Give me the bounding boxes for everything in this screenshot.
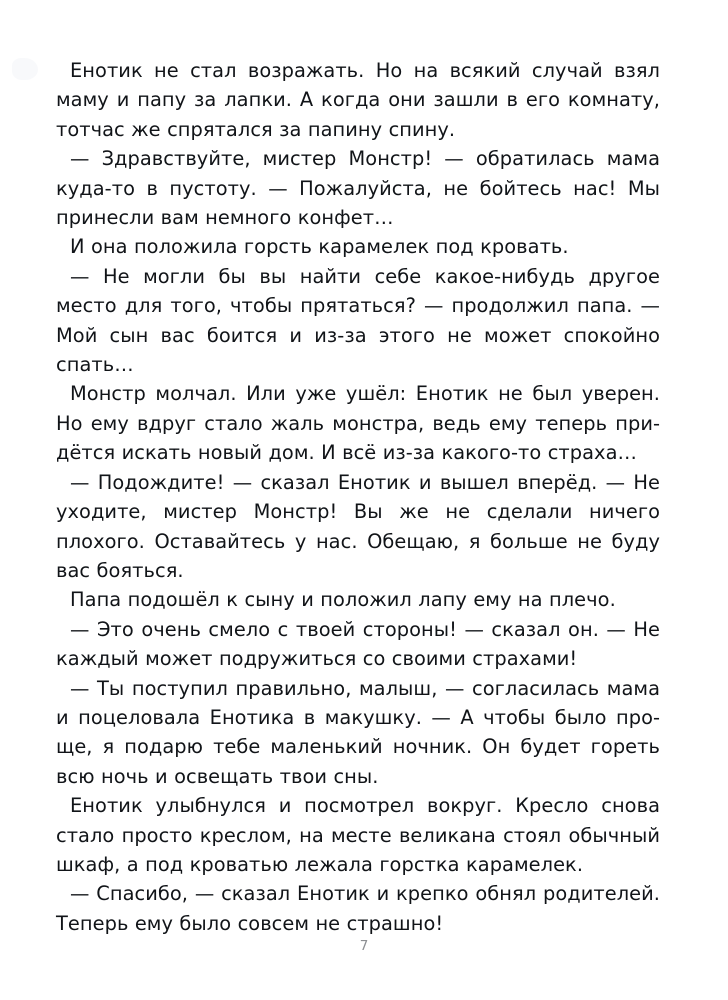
paragraph-10: Енотик улыбнулся и посмотрел вокруг. Кресло снова стало просто креслом, на месте великана стоял обычный шкаф, а под кроватью лежала горстка карамелек.: [56, 794, 660, 876]
paragraph-6: — Подождите! — сказал Енотик и вышел вперёд. — Не уходите, мистер Монстр! Вы же не сделали ничего плохого. Оставайтесь у нас. Обещаю, я больше не буду вас бояться.: [56, 470, 660, 582]
paragraph-11: — Спасибо, — сказал Енотик и крепко обнял родителей. Теперь ему было совсем не страшно!: [56, 882, 660, 935]
page-number: 7: [359, 938, 369, 954]
paragraph-4: — Не могли бы вы найти себе какое-нибудь другое место для того, чтобы прятаться? — продолжил папа. — Мой сын вас боится и из-за этого не может спокойно спать…: [56, 264, 660, 377]
paragraph-8: — Это очень смело с твоей стороны! — сказал он. — Не каждый может подружиться со своими страхами!: [56, 617, 660, 671]
paragraph-3: И она положила горсть карамелек под кровать.: [70, 235, 569, 259]
paragraph-1: Енотик не стал возражать. Но на всякий случай взял маму и папу за лапки. А когда они зашли в его комнату, тотчас же спрятался за папину спину.: [56, 59, 660, 141]
paragraph-2: — Здравствуйте, мистер Монстр! — обратилась мама куда-то в пустоту. — Пожалуйста, не бойтесь нас! Мы принесли вам немного конфет…: [56, 147, 660, 230]
paragraph-5: Монстр молчал. Или уже ушёл: Енотик не был уверен. Но ему вдруг стало жаль монстра, ведь ему теперь придётся искать новый дом. И всё из-за какого-то страха…: [56, 382, 660, 465]
paragraph-7: Папа подошёл к сыну и положил лапу ему на плечо.: [70, 588, 616, 612]
page-text-block: [56, 56, 660, 938]
paragraph-9: — Ты поступил правильно, малыш, — согласилась мама и поцеловала Енотика в макушку. — А чтобы было проще, я подарю тебе маленький ночник. Он будет гореть всю ночь и освещать твои сны.: [56, 676, 660, 788]
scan-artifact: [12, 58, 38, 80]
